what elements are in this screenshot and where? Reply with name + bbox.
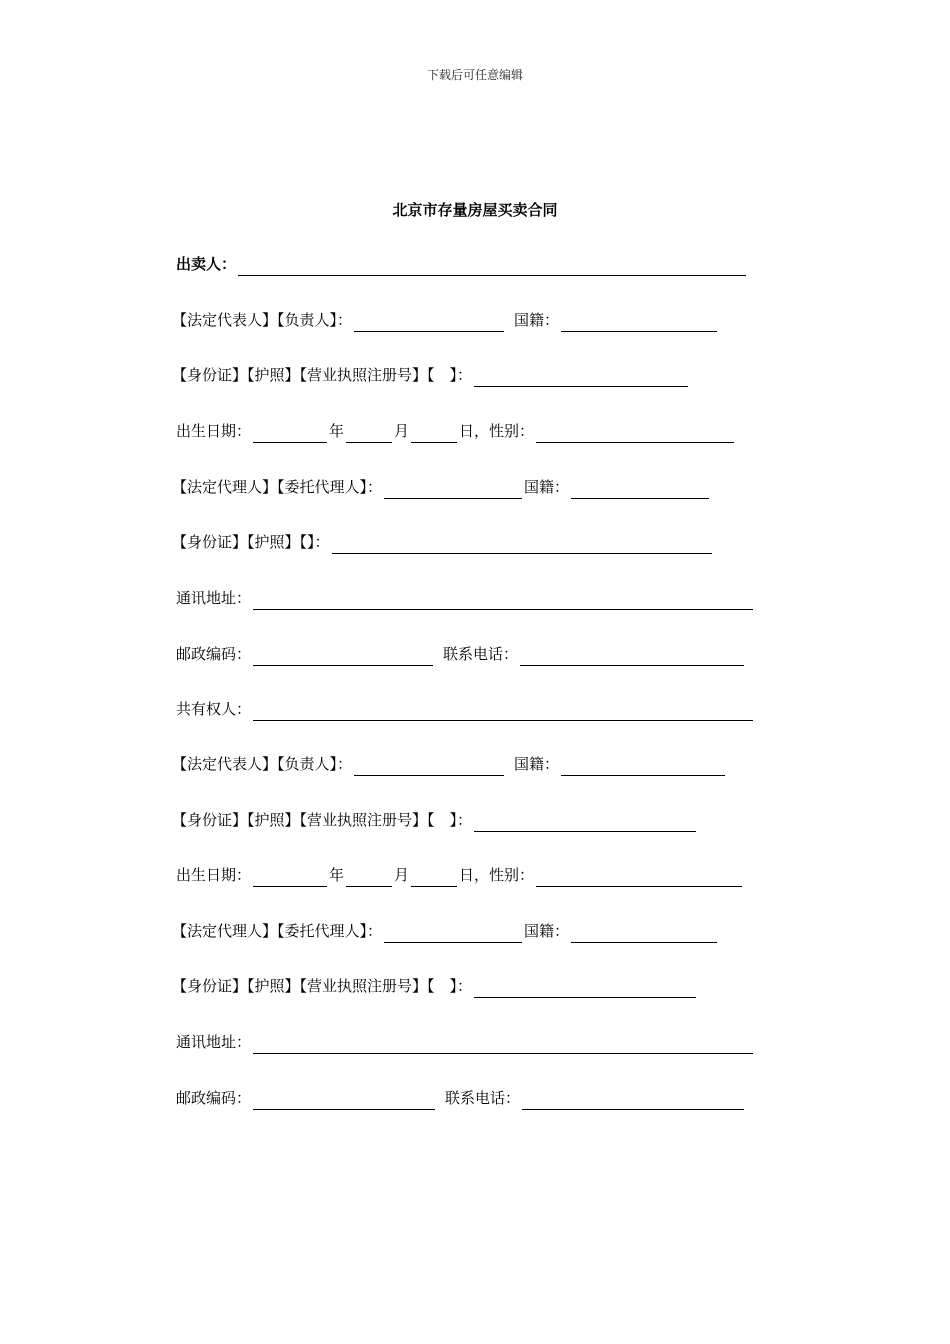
- agent-id-field[interactable]: [332, 535, 712, 554]
- co-owner-nationality-label: 国籍：: [514, 755, 560, 773]
- co-owner-address-label: 通讯地址：: [176, 1033, 252, 1051]
- co-owner-legal-rep-field[interactable]: [354, 757, 504, 776]
- address-label: 通讯地址：: [176, 589, 252, 607]
- co-owner-agent-field[interactable]: [384, 924, 522, 943]
- co-owner-postcode-label: 邮政编码：: [176, 1089, 252, 1107]
- seller-name-field[interactable]: [238, 257, 746, 276]
- agent-nationality-field[interactable]: [571, 480, 709, 499]
- co-owner-agent-id-label: 【身份证】【护照】【营业执照注册号】【 】：: [172, 977, 473, 995]
- seller-contact-row: [176, 642, 746, 666]
- co-owner-row: [176, 697, 755, 721]
- postcode-field[interactable]: [253, 647, 433, 666]
- id-number-field[interactable]: [474, 368, 688, 387]
- co-owner-birth-label: 出生日期：: [176, 866, 252, 884]
- co-owner-agent-nationality-label: 国籍：: [524, 922, 570, 940]
- co-owner-id-row: [172, 808, 698, 832]
- co-owner-phone-field[interactable]: [522, 1091, 744, 1110]
- seller-id-row: [172, 363, 690, 387]
- co-owner-agent-label: 【法定代理人】【委托代理人】：: [172, 922, 383, 940]
- co-owner-postcode-field[interactable]: [253, 1091, 435, 1110]
- co-owner-birth-row: [176, 863, 744, 887]
- co-owner-phone-label: 联系电话：: [445, 1089, 521, 1107]
- co-owner-label: 共有权人：: [176, 700, 252, 718]
- postcode-label: 邮政编码：: [176, 645, 252, 663]
- month-label: 月: [394, 422, 410, 440]
- birth-day-field[interactable]: [411, 424, 457, 443]
- birth-month-field[interactable]: [346, 424, 392, 443]
- seller-birth-row: [176, 419, 736, 443]
- co-owner-agent-id-field[interactable]: [474, 979, 696, 998]
- day-gender-label: 日，性别：: [459, 422, 535, 440]
- document-title: 北京市存量房屋买卖合同: [392, 201, 558, 219]
- co-owner-birth-year-field[interactable]: [253, 868, 327, 887]
- seller-agent-row: [172, 475, 711, 499]
- co-owner-agent-row: [172, 919, 719, 943]
- birth-label: 出生日期：: [176, 422, 252, 440]
- id-label: 【身份证】【护照】【营业执照注册号】【 】：: [172, 366, 473, 384]
- co-owner-month-label: 月: [394, 866, 410, 884]
- agent-label: 【法定代理人】【委托代理人】：: [172, 478, 383, 496]
- legal-rep-field[interactable]: [354, 313, 504, 332]
- address-field[interactable]: [253, 591, 753, 610]
- co-owner-address-field[interactable]: [253, 1035, 753, 1054]
- co-owner-year-label: 年: [329, 866, 345, 884]
- co-owner-legal-rep-row: [172, 752, 727, 776]
- co-owner-name-field[interactable]: [253, 702, 753, 721]
- co-owner-id-label: 【身份证】【护照】【营业执照注册号】【 】：: [172, 811, 473, 829]
- agent-id-label: 【身份证】【护照】【】：: [172, 533, 330, 551]
- seller-row: [176, 252, 748, 276]
- seller-address-row: [176, 586, 755, 610]
- co-owner-contact-row: [176, 1086, 746, 1110]
- co-owner-day-gender-label: 日，性别：: [459, 866, 535, 884]
- co-owner-id-field[interactable]: [474, 813, 696, 832]
- legal-rep-label: 【法定代表人】【负责人】：: [172, 311, 353, 329]
- co-owner-nationality-field[interactable]: [561, 757, 725, 776]
- co-owner-birth-day-field[interactable]: [411, 868, 457, 887]
- agent-nationality-label: 国籍：: [524, 478, 570, 496]
- phone-field[interactable]: [520, 647, 744, 666]
- header-note: 下载后可任意编辑: [426, 68, 523, 82]
- phone-label: 联系电话：: [443, 645, 519, 663]
- seller-legal-rep-row: [172, 308, 719, 332]
- co-owner-gender-field[interactable]: [536, 868, 742, 887]
- co-owner-agent-id-row: [172, 974, 698, 998]
- nationality-label: 国籍：: [514, 311, 560, 329]
- co-owner-legal-rep-label: 【法定代表人】【负责人】：: [172, 755, 353, 773]
- agent-field[interactable]: [384, 480, 522, 499]
- co-owner-birth-month-field[interactable]: [346, 868, 392, 887]
- gender-field[interactable]: [536, 424, 734, 443]
- seller-agent-id-row: [172, 530, 714, 554]
- nationality-field[interactable]: [561, 313, 717, 332]
- co-owner-address-row: [176, 1030, 755, 1054]
- seller-label: 出卖人：: [176, 255, 237, 273]
- birth-year-field[interactable]: [253, 424, 327, 443]
- co-owner-agent-nationality-field[interactable]: [571, 924, 717, 943]
- year-label: 年: [329, 422, 345, 440]
